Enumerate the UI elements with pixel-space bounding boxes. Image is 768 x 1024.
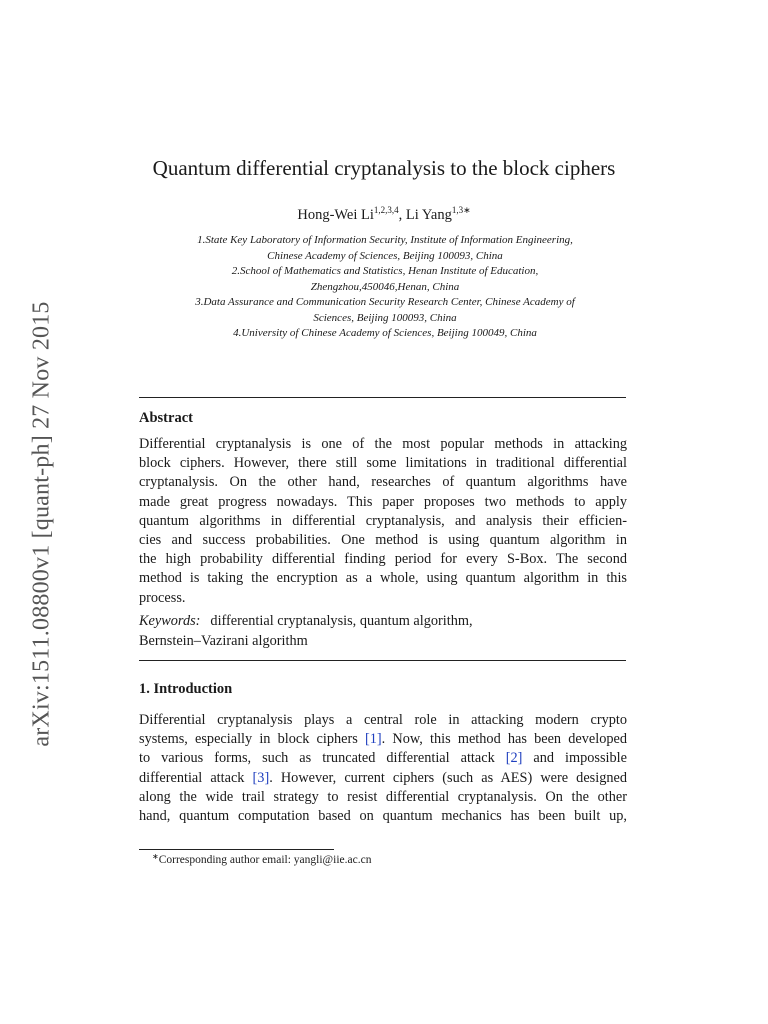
abstract-bottom-rule bbox=[139, 660, 626, 661]
abstract-line: quantum algorithms in differential cryptanalysis, and analysis their efficien- bbox=[139, 512, 627, 529]
abstract-body bbox=[139, 435, 627, 608]
intro-text: differential attack bbox=[139, 769, 253, 786]
intro-text: to various forms, such as truncated differential attack bbox=[139, 750, 506, 767]
abstract-line: cies and success probabilities. One method is using quantum algorithm in bbox=[139, 532, 627, 549]
citation-link[interactable]: [1] bbox=[365, 731, 382, 748]
footnote bbox=[152, 852, 371, 866]
footnote-marker: ∗ bbox=[152, 852, 159, 861]
introduction-body bbox=[139, 711, 627, 826]
intro-line: Differential cryptanalysis plays a central role in attacking modern crypto bbox=[139, 712, 627, 728]
intro-line bbox=[139, 769, 627, 788]
affiliation-line: Zhengzhou,450046,Henan, China bbox=[310, 280, 460, 293]
abstract-line: Differential cryptanalysis is one of the most popular methods in attacking bbox=[139, 436, 627, 452]
abstract-line: made great progress nowadays. This paper proposes two methods to apply bbox=[139, 493, 627, 510]
author-name: Hong-Wei Li bbox=[297, 207, 374, 223]
author-separator: , bbox=[398, 207, 406, 223]
intro-line: along the wide trail strategy to resist differential cryptanalysis. On the other bbox=[139, 788, 627, 805]
keywords-block bbox=[139, 612, 627, 651]
abstract-top-rule bbox=[139, 397, 626, 398]
citation-link[interactable]: [3] bbox=[252, 769, 270, 786]
keywords-label: Keywords: bbox=[139, 613, 201, 629]
affiliation-line: Sciences, Beijing 100093, China bbox=[313, 311, 457, 324]
intro-text: . However, current ciphers (such as AES) were designed bbox=[269, 769, 627, 786]
author-name: Li Yang bbox=[405, 207, 452, 223]
abstract-line: the high probability differential finding period for every S-Box. The second bbox=[139, 551, 627, 568]
intro-line bbox=[139, 749, 627, 768]
paper-title: Quantum differential cryptanalysis to the block ciphers bbox=[152, 156, 616, 180]
footnote-rule bbox=[139, 849, 334, 850]
intro-text: and impossible bbox=[522, 750, 627, 767]
author-affiliation-marks: 1,3∗ bbox=[451, 205, 471, 215]
intro-text: systems, especially in block ciphers bbox=[139, 731, 365, 748]
intro-line: hand, quantum computation based on quantum mechanics has been built up, bbox=[139, 808, 627, 825]
arxiv-identifier-text: arXiv:1511.08800v1 [quant-ph] 27 Nov 2015 bbox=[28, 301, 55, 747]
abstract-line: method is taking the encryption as a whole, using quantum algorithm in this bbox=[139, 570, 627, 587]
abstract-line: cryptanalysis. On the other hand, researches of quantum algorithms have bbox=[139, 474, 627, 491]
author-affiliation-marks: 1,2,3,4 bbox=[373, 205, 399, 215]
introduction-heading: 1. Introduction bbox=[139, 681, 233, 697]
citation-link[interactable]: [2] bbox=[505, 750, 523, 767]
abstract-line: process. bbox=[139, 589, 186, 606]
author-list bbox=[0, 205, 768, 224]
affiliation-line: Chinese Academy of Sciences, Beijing 100093, China bbox=[267, 249, 503, 262]
intro-line bbox=[139, 730, 627, 749]
affiliation-line: 4.University of Chinese Academy of Sciences, Beijing 100049, China bbox=[233, 327, 537, 339]
affiliation-line: 2.School of Mathematics and Statistics, Henan Institute of Education, bbox=[231, 265, 539, 277]
intro-text: . Now, this method has been developed bbox=[381, 731, 627, 748]
abstract-line: block ciphers. However, there still some limitations in traditional differential bbox=[139, 455, 627, 472]
footnote-text: Corresponding author email: yangli@iie.ac.cn bbox=[158, 854, 372, 866]
keywords-text: differential cryptanalysis, quantum algorithm, bbox=[210, 613, 473, 629]
keywords-text: Bernstein–Vazirani algorithm bbox=[139, 632, 308, 649]
affiliation-line: 3.Data Assurance and Communication Security Research Center, Chinese Academy of bbox=[195, 296, 575, 308]
affiliation-line: 1.State Key Laboratory of Information Security, Institute of Information Engineering, bbox=[197, 234, 573, 246]
abstract-heading: Abstract bbox=[139, 410, 193, 426]
affiliations bbox=[140, 233, 630, 342]
